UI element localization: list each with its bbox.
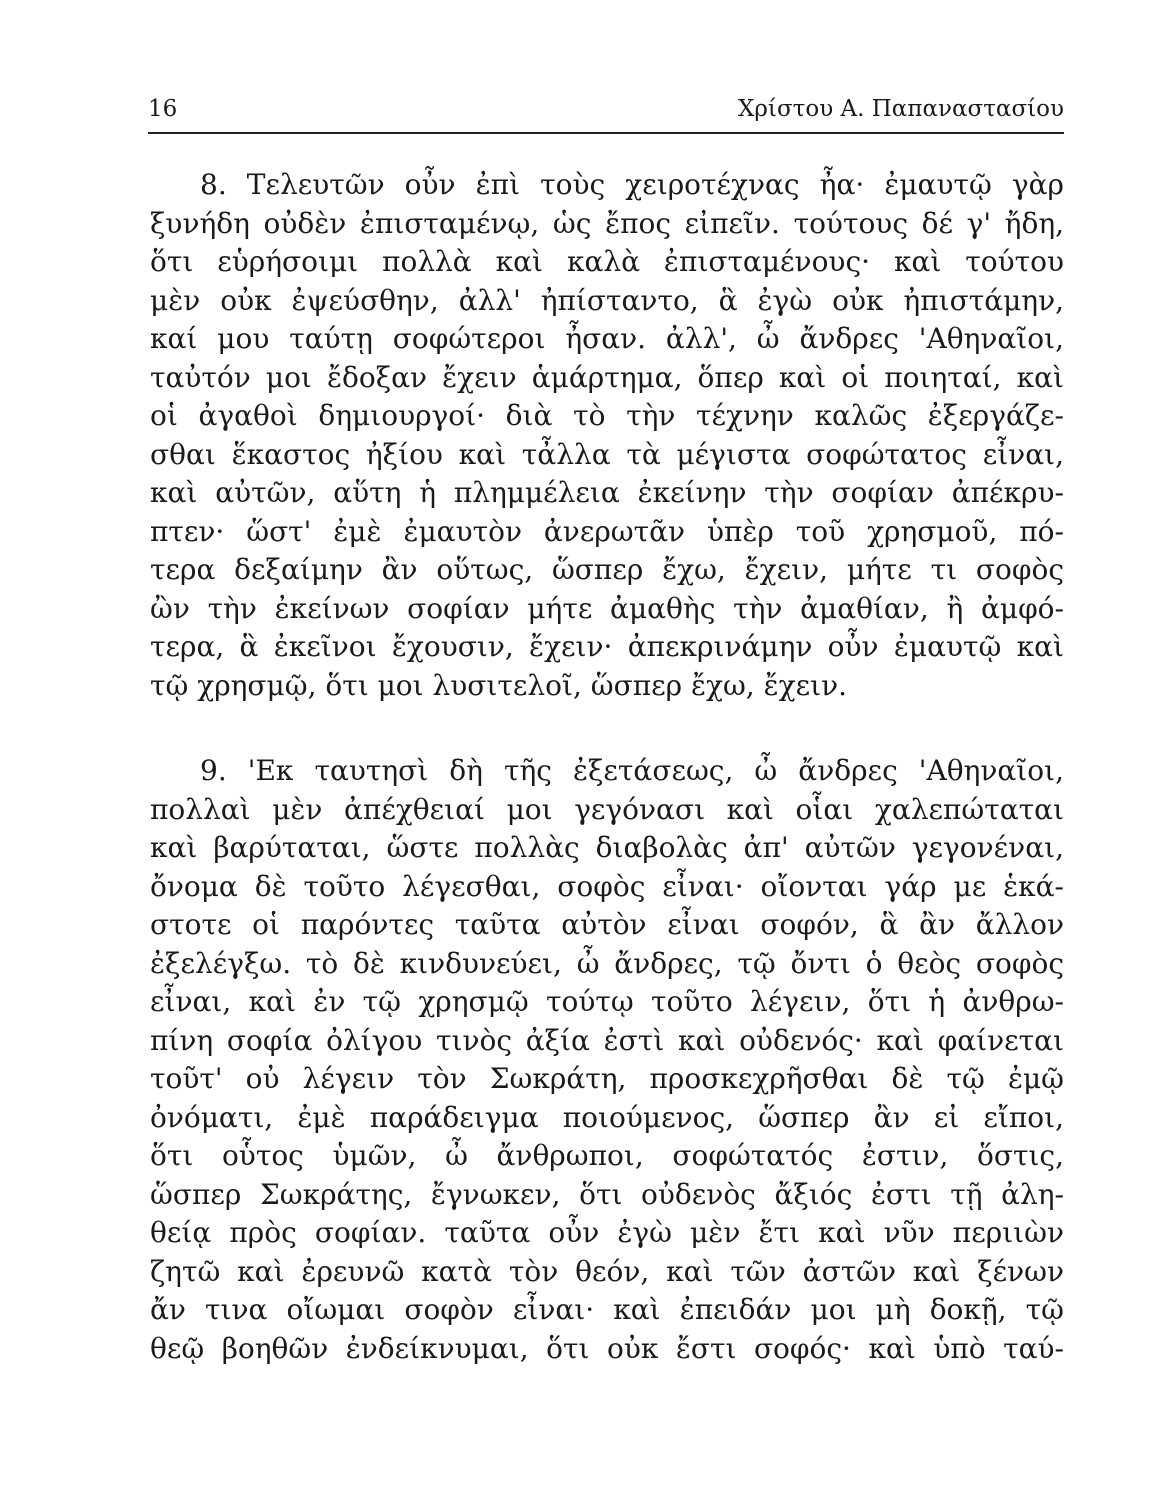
- text-line: ὥσπερ Σωκράτης, ἔγνωκεν, ὅτι οὐδενὸς ἄξιός ἐστι τῇ ἀλη-: [150, 1177, 1064, 1211]
- text-line: τῷ χρησμῷ, ὅτι μοι λυσιτελοῖ, ὥσπερ ἔχω, ἔχειν.: [150, 668, 848, 702]
- text-line: τοῦτ' οὐ λέγειν τὸν Σωκράτη, προσκεχρῆσθαι δὲ τῷ ἐμῷ: [150, 1062, 1064, 1095]
- text-line: ἐξελέγξω. τὸ δὲ κινδυνεύει, ὦ ἄνδρες, τῷ ὄντι ὁ θεὸς σοφὸς: [150, 946, 1064, 980]
- text-line: σθαι ἕκαστος ἠξίου καὶ τἆλλα τὰ μέγιστα σοφώτατος εἶναι,: [150, 437, 1064, 471]
- text-line: εἶναι, καὶ ἐν τῷ χρησμῷ τούτῳ τοῦτο λέγειν, ὅτι ἡ ἀνθρω-: [150, 985, 1064, 1018]
- paragraph-9: [150, 752, 1064, 1368]
- running-title: Χρίστου Α. Παπαναστασίου: [738, 96, 1064, 122]
- text-line: ξυνήδη οὐδὲν ἐπισταμένῳ, ὡς ἔπος εἰπεῖν. τούτους δέ γ' ἤδη,: [150, 206, 1064, 240]
- text-line: ζητῶ καὶ ἐρευνῶ κατὰ τὸν θεόν, καὶ τῶν ἀστῶν καὶ ξένων: [150, 1254, 1064, 1288]
- text-line: καὶ βαρύταται, ὥστε πολλὰς διαβολὰς ἀπ' αὐτῶν γεγονέναι,: [150, 831, 1064, 864]
- text-line: ὄνομα δὲ τοῦτο λέγεσθαι, σοφὸς εἶναι· οἴονται γάρ με ἑκά-: [150, 869, 1064, 903]
- text-line: πολλαὶ μὲν ἀπέχθειαί μοι γεγόνασι καὶ οἷαι χαλεπώταται: [150, 792, 1064, 826]
- text-line: πτεν· ὥστ' ἐμὲ ἐμαυτὸν ἀνερωτᾶν ὑπὲρ τοῦ χρησμοῦ, πό-: [150, 514, 1064, 548]
- text-line: ὢν τὴν ἐκείνων σοφίαν μήτε ἀμαθὴς τὴν ἀμαθίαν, ἢ ἀμφό-: [150, 591, 1064, 625]
- text-line: πίνη σοφία ὀλίγου τινὸς ἀξία ἐστὶ καὶ οὐδενός· καὶ φαίνεται: [150, 1023, 1064, 1057]
- text-line: θεῷ βοηθῶν ἐνδείκνυμαι, ὅτι οὐκ ἔστι σοφός· καὶ ὑπὸ ταύ-: [150, 1331, 1064, 1365]
- text-line: ὅτι εὑρήσοιμι πολλὰ καὶ καλὰ ἐπισταμένους· καὶ τούτου: [150, 245, 1064, 278]
- page-number: 16: [148, 96, 178, 122]
- paragraph-8: [150, 166, 1064, 705]
- text-line: τερα, ἃ ἐκεῖνοι ἔχουσιν, ἔχειν· ἀπεκρινάμην οὖν ἐμαυτῷ καὶ: [150, 630, 1064, 663]
- text-line: μὲν οὐκ ἐψεύσθην, ἀλλ' ἠπίσταντο, ἃ ἐγὼ οὐκ ἠπιστάμην,: [150, 283, 1064, 317]
- text-line: ὀνόματι, ἐμὲ παράδειγμα ποιούμενος, ὥσπερ ἂν εἰ εἴποι,: [150, 1100, 1064, 1134]
- text-line: θείᾳ πρὸς σοφίαν. ταῦτα οὖν ἐγὼ μὲν ἔτι καὶ νῦν περιιὼν: [150, 1216, 1064, 1249]
- running-header: [148, 96, 1064, 130]
- text-line: οἱ ἀγαθοὶ δημιουργοί· διὰ τὸ τὴν τέχνην καλῶς ἐξεργάζε-: [150, 399, 1064, 432]
- text-line: ὅτι οὗτος ὑμῶν, ὦ ἄνθρωποι, σοφώτατός ἐστιν, ὅστις,: [150, 1139, 1064, 1172]
- text-line: τερα δεξαίμην ἂν οὕτως, ὥσπερ ἔχω, ἔχειν, μήτε τι σοφὸς: [150, 553, 1064, 586]
- header-rule: [148, 132, 1064, 134]
- text-line: στοτε οἱ παρόντες ταῦτα αὐτὸν εἶναι σοφόν, ἃ ἂν ἄλλον: [150, 908, 1064, 941]
- text-line: 9. 'Εκ ταυτησὶ δὴ τῆς ἐξετάσεως, ὦ ἄνδρες 'Αθηναῖοι,: [200, 754, 1064, 787]
- text-line: 8. Τελευτῶν οὖν ἐπὶ τοὺς χειροτέχνας ἦα· ἐμαυτῷ γὰρ: [200, 168, 1064, 201]
- text-line: καί μου ταύτῃ σοφώτεροι ἦσαν. ἀλλ', ὦ ἄνδρες 'Αθηναῖοι,: [150, 322, 1064, 355]
- text-line: ἄν τινα οἴωμαι σοφὸν εἶναι· καὶ ἐπειδάν μοι μὴ δοκῇ, τῷ: [150, 1293, 1064, 1326]
- text-line: καὶ αὐτῶν, αὕτη ἡ πλημμέλεια ἐκείνην τὴν σοφίαν ἀπέκρυ-: [150, 476, 1064, 509]
- text-line: ταὐτόν μοι ἔδοξαν ἔχειν ἁμάρτημα, ὅπερ καὶ οἱ ποιηταί, καὶ: [150, 360, 1064, 394]
